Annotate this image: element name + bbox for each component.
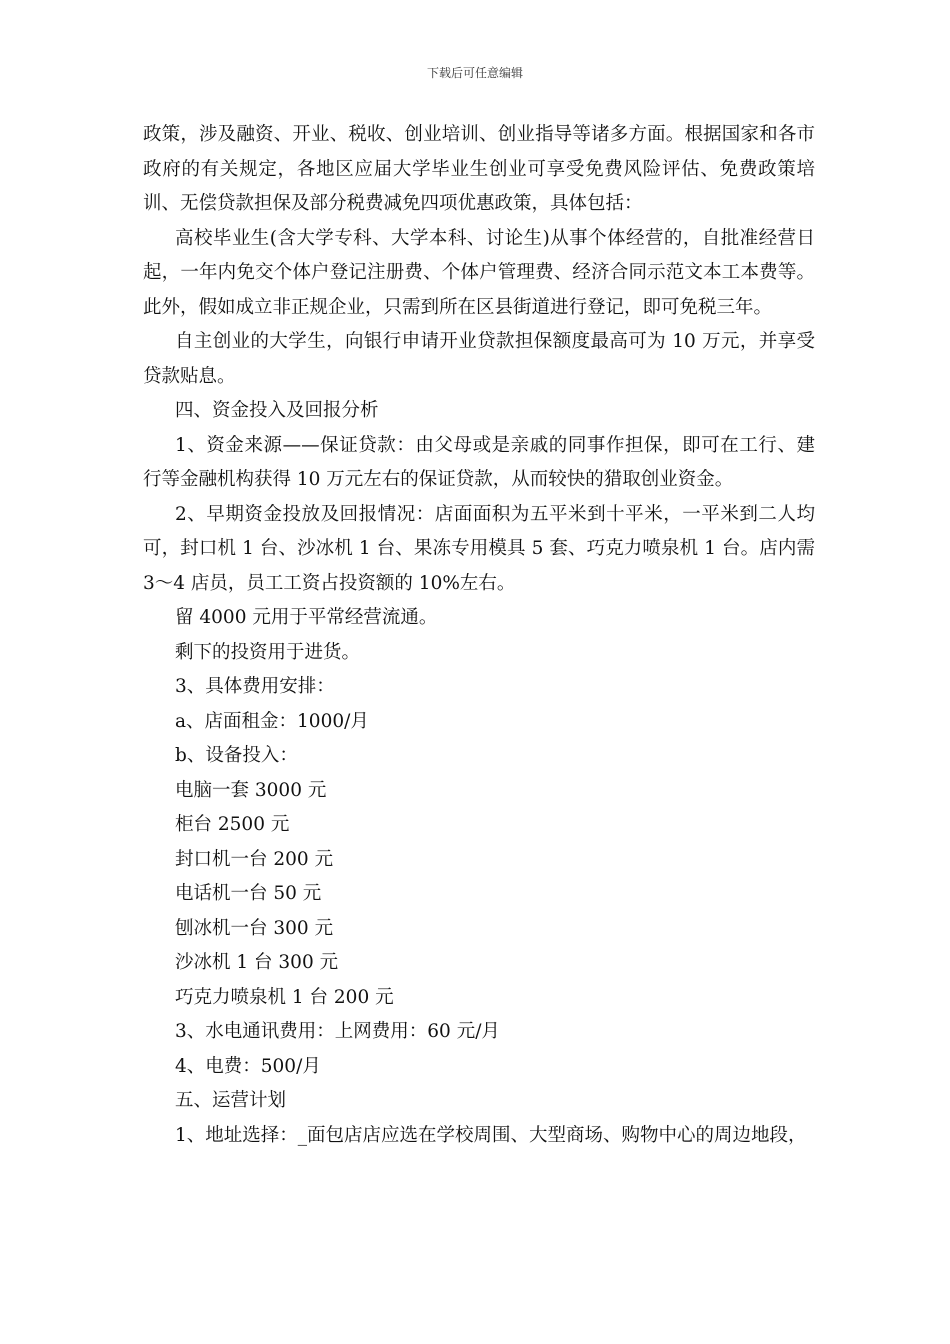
line-electricity: 4、电费：500/月 bbox=[175, 1055, 321, 1077]
document-body bbox=[143, 118, 815, 1153]
paragraph-fund-source: 1、资金来源——保证贷款：由父母或是亲戚的同事作担保，即可在工行、建行等金融机构获得 10 万元左右的保证贷款，从而较快的猎取创业资金。 bbox=[143, 434, 815, 490]
page-header: 下载后可任意编辑 bbox=[426, 66, 523, 80]
line-ice-shaver: 刨冰机一台 300 元 bbox=[175, 917, 334, 939]
line-rent: a、店面租金：1000/月 bbox=[175, 710, 369, 732]
line-chocolate-fountain: 巧克力喷泉机 1 台 200 元 bbox=[175, 986, 394, 1008]
line-operating-reserve: 留 4000 元用于平常经营流通。 bbox=[175, 607, 438, 628]
section-heading-investment: 四、资金投入及回报分析 bbox=[175, 400, 379, 421]
line-cost-arrangement: 3、具体费用安排： bbox=[175, 676, 335, 697]
section-heading-operations: 五、运营计划 bbox=[175, 1090, 287, 1111]
line-counter: 柜台 2500 元 bbox=[175, 814, 290, 835]
line-remaining-investment: 剩下的投资用于进货。 bbox=[175, 641, 361, 663]
line-equipment: b、设备投入： bbox=[175, 745, 298, 766]
line-sealer: 封口机一台 200 元 bbox=[175, 848, 334, 870]
paragraph-early-investment: 2、早期资金投放及回报情况：店面面积为五平米到十平米，一平米到二人均可，封口机 1 台、沙冰机 1 台、果冻专用模具 5 套、巧克力喷泉机 1 台。店内需 3～4 店员，员工工资占投资额的 10%左右。 bbox=[143, 503, 815, 594]
paragraph-graduate-exemption: 高校毕业生(含大学专科、大学本科、讨论生)从事个体经营的，自批准经营日起，一年内免交个体户登记注册费、个体户管理费、经济合同示范文本工本费等。此外，假如成立非正规企业，只需到所在区县街道进行登记，即可免税三年。 bbox=[143, 227, 815, 318]
line-telephone: 电话机一台 50 元 bbox=[175, 883, 322, 904]
line-computer: 电脑一套 3000 元 bbox=[175, 779, 327, 801]
line-utilities: 3、水电通讯费用：上网费用：60 元/月 bbox=[175, 1021, 500, 1042]
paragraph-policy-intro: 政策，涉及融资、开业、税收、创业培训、创业指导等诸多方面。根据国家和各市政府的有关规定，各地区应届大学毕业生创业可享受免费风险评估、免费政策培训、无偿贷款担保及部分税费减免四项优惠政策，具体包括： bbox=[143, 124, 815, 214]
line-smoothie-machine: 沙冰机 1 台 300 元 bbox=[175, 952, 339, 973]
paragraph-loan-guarantee: 自主创业的大学生，向银行申请开业贷款担保额度最高可为 10 万元，并享受贷款贴息。 bbox=[143, 331, 815, 387]
line-location: 1、地址选择：_面包店店应选在学校周围、大型商场、购物中心的周边地段， bbox=[175, 1124, 807, 1146]
